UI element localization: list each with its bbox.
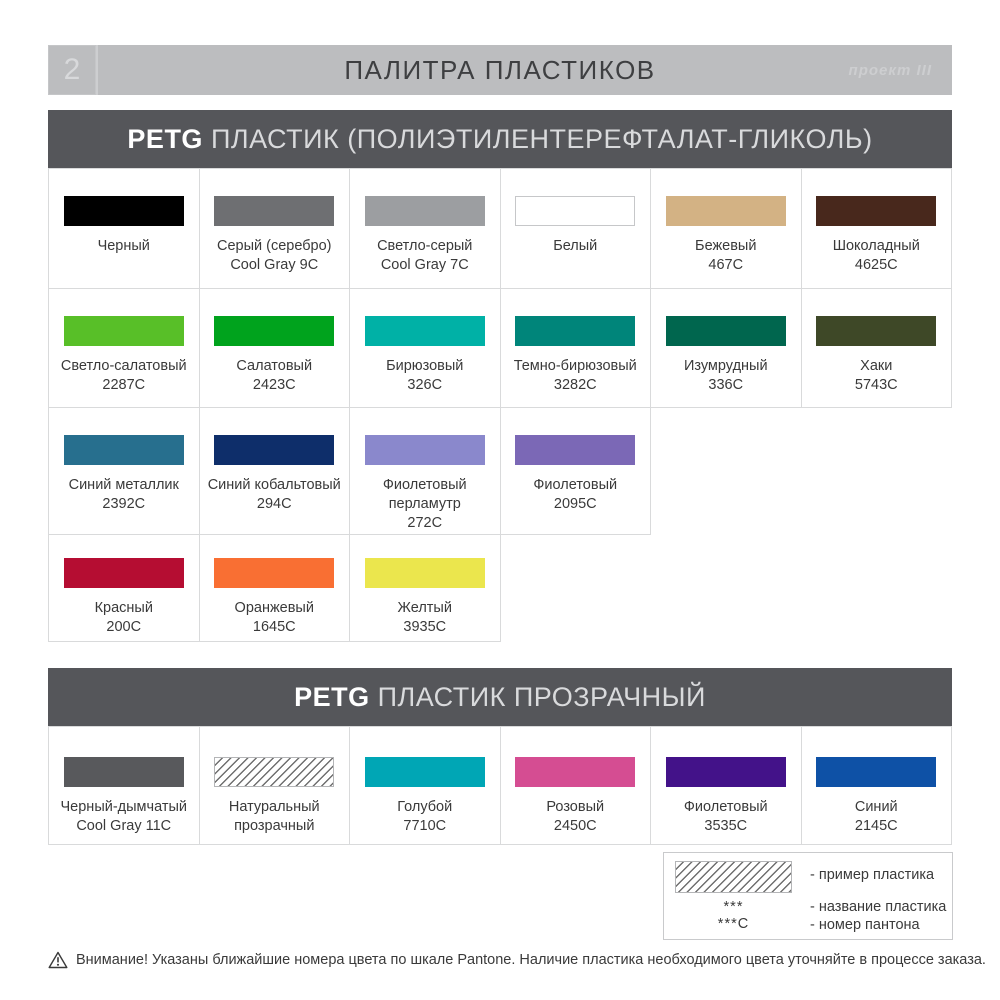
palette-cell [48, 726, 200, 845]
plastic-name: Бежевый [695, 238, 757, 254]
plastic-name: Темно-бирюзовый [513, 358, 637, 374]
palette-cell [801, 168, 953, 289]
pantone-number: 4625C [854, 257, 898, 273]
plastic-name: Светло-серый [377, 238, 473, 254]
color-swatch [64, 757, 184, 787]
color-swatch [666, 757, 786, 787]
color-swatch [214, 435, 334, 465]
pantone-number: 294C [256, 496, 292, 512]
section-header-petg [48, 110, 952, 168]
pantone-number: 336C [708, 377, 744, 393]
color-swatch [214, 558, 334, 588]
pantone-number: Cool Gray 9C [230, 257, 319, 273]
pantone-number: 1645C [252, 619, 296, 635]
palette-cell [500, 726, 652, 845]
pantone-number: 272C [407, 515, 443, 531]
legend-stars-pantone: ***C [717, 916, 750, 932]
plastic-name: Розовый [546, 799, 605, 815]
palette-cell [199, 288, 351, 408]
color-swatch [816, 757, 936, 787]
palette-cell [199, 534, 351, 642]
pantone-number: 2423C [252, 377, 296, 393]
legend-box [663, 852, 953, 940]
petg-palette-table [48, 168, 953, 642]
plastic-name: Синий металлик [68, 477, 179, 493]
color-swatch [365, 196, 485, 226]
section-title-rest: ПЛАСТИК (ПОЛИЭТИЛЕНТЕРЕФТАЛАТ-ГЛИКОЛЬ) [202, 123, 873, 154]
plastic-name: Синий кобальтовый [207, 477, 341, 493]
palette-row [48, 534, 953, 642]
section-title-bold: PETG [294, 681, 370, 712]
palette-cell [48, 534, 200, 642]
pantone-number: 3535C [704, 818, 748, 834]
palette-row [48, 726, 953, 845]
section-title-rest: ПЛАСТИК ПРОЗРАЧНЫЙ [369, 681, 706, 712]
palette-cell [199, 168, 351, 289]
color-swatch [816, 316, 936, 346]
palette-cell [349, 407, 501, 535]
pantone-number: 2392C [102, 496, 146, 512]
palette-cell [48, 407, 200, 535]
plastic-name: Фиолетовый [533, 477, 618, 493]
color-swatch [64, 558, 184, 588]
color-swatch [365, 757, 485, 787]
page-number: 2 [48, 45, 98, 95]
plastic-name: Бирюзовый [386, 358, 464, 374]
pantone-number: 467C [708, 257, 744, 273]
pantone-number: 2450C [553, 818, 597, 834]
pantone-number: 2287C [102, 377, 146, 393]
legend-sample-swatch [675, 861, 792, 893]
warning-note [48, 951, 988, 969]
plastic-name: Шоколадный [832, 238, 920, 254]
palette-cell [48, 168, 200, 289]
palette-cell [48, 288, 200, 408]
color-swatch [515, 435, 635, 465]
pantone-number: 2095C [553, 496, 597, 512]
pantone-number: Cool Gray 7C [380, 257, 469, 273]
palette-cell [199, 407, 351, 535]
plastic-name: Синий [854, 799, 898, 815]
color-swatch [515, 196, 635, 226]
palette-cell [650, 288, 802, 408]
color-swatch [515, 757, 635, 787]
color-swatch [365, 558, 485, 588]
petg-transparent-palette-table [48, 726, 953, 845]
color-swatch [214, 196, 334, 226]
color-swatch [515, 316, 635, 346]
color-swatch [64, 435, 184, 465]
color-swatch [666, 196, 786, 226]
plastic-name: Оранжевый [234, 600, 314, 616]
pantone-number: 3935C [403, 619, 447, 635]
plastic-name: Фиолетовый [683, 799, 768, 815]
color-swatch [64, 196, 184, 226]
plastic-name: Салатовый [236, 358, 313, 374]
color-swatch [666, 316, 786, 346]
pantone-number: 3282C [553, 377, 597, 393]
palette-row [48, 407, 953, 535]
palette-cell [199, 726, 351, 845]
palette-cell [500, 288, 652, 408]
section-title-bold: PETG [127, 123, 203, 154]
palette-cell [500, 168, 652, 289]
palette-cell [650, 168, 802, 289]
legend-stars-name: *** [723, 899, 744, 915]
warning-icon [48, 951, 68, 969]
plastic-name: Хаки [860, 358, 893, 374]
palette-row [48, 168, 953, 289]
color-swatch [816, 196, 936, 226]
legend-name-label: - название пластика [810, 899, 947, 915]
legend-pantone-label: - номер пантона [810, 917, 920, 933]
plastic-name: Белый [553, 238, 598, 254]
plastic-name: Фиолетовый перламутр [382, 477, 467, 512]
palette-cell [650, 726, 802, 845]
palette-cell [349, 288, 501, 408]
pantone-number: Cool Gray 11C [76, 818, 172, 834]
brand-logo: проект III [848, 61, 932, 79]
page-title: ПАЛИТРА ПЛАСТИКОВ [344, 54, 656, 85]
plastic-name: Черный-дымчатый [60, 799, 187, 815]
color-swatch [365, 435, 485, 465]
pantone-number: 200C [106, 619, 142, 635]
plastic-name: Голубой [397, 799, 453, 815]
warning-text: Внимание! Указаны ближайшие номера цвета по шкале Pantone. Наличие пластика необходимого цвета уточняйте в процессе заказа. [76, 952, 986, 968]
palette-cell [500, 407, 652, 535]
plastic-name: Красный [94, 600, 153, 616]
pantone-number: 7710C [403, 818, 447, 834]
pantone-number: 2145C [854, 818, 898, 834]
color-swatch [214, 316, 334, 346]
palette-cell [801, 288, 953, 408]
legend-sample-label: - пример пластика [810, 867, 935, 883]
plastic-name: Натуральный прозрачный [228, 799, 320, 834]
plastic-name: Светло-салатовый [60, 358, 187, 374]
color-swatch [64, 316, 184, 346]
color-swatch [365, 316, 485, 346]
plastic-name: Желтый [397, 600, 452, 616]
palette-cell [349, 534, 501, 642]
palette-row [48, 288, 953, 408]
pantone-number: 326C [407, 377, 443, 393]
palette-cell [349, 168, 501, 289]
plastic-name: Изумрудный [683, 358, 768, 374]
plastic-name: Серый (серебро) [216, 238, 332, 254]
plastic-name: Черный [97, 238, 150, 254]
palette-cell [801, 726, 953, 845]
hatched-color-swatch [214, 757, 334, 787]
pantone-number: 5743C [854, 377, 898, 393]
section-header-petg-transparent [48, 668, 952, 726]
palette-cell [349, 726, 501, 845]
page-header [48, 45, 952, 95]
